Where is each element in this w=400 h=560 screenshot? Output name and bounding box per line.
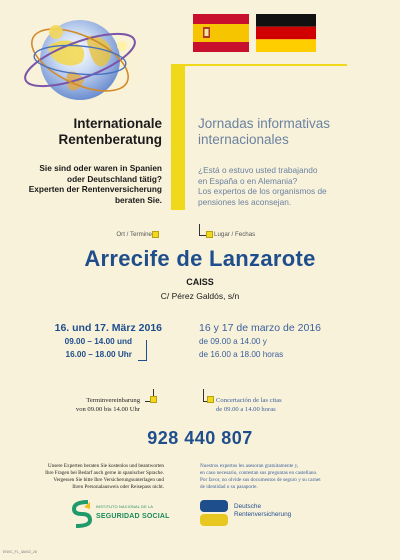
footer-code: ENVC_FL_4AV02_26 [3,550,37,554]
note-spanish [200,463,380,491]
appointment-de-line: Terminvereinbarung [86,397,140,404]
note-de-line: Ihren Personalausweis oder Reisepass nicht. [72,484,164,490]
intro-es-line: pensiones les aconsejan. [198,196,292,207]
time-german-2: 16.00 – 18.00 Uhr [65,350,132,359]
title-de-line: Internationale [73,116,162,131]
appointment-spanish [216,397,336,414]
marker-square [152,231,159,238]
note-es-line: en caso necesario, contestan sus preguntas en castellano. [200,470,318,476]
note-de-line: Ihre Fragen bei Bedarf auch gerne in spanischer Sprache. [45,470,164,476]
marker-square [150,396,157,403]
appointment-es-line: Concertación de las citas [216,397,282,404]
venue-name: CAISS [186,277,214,287]
appointment-es-line: de 09.00 a 14.00 horas [216,405,276,413]
title-es-line: Jornadas informativas [198,116,331,131]
title-es-line: internacionales [198,132,289,147]
intro-german [8,163,162,205]
title-spanish [198,116,398,148]
note-es-line: Nuestros expertos les asesoran gratuitamente y, [200,463,299,469]
globe-illustration [18,6,178,114]
appointment-de-line: von 09.00 bis 14.00 Uhr [75,405,140,413]
title-de-line: Rentenberatung [58,132,162,147]
intro-es-line: en España o en Alemania? [198,175,298,186]
note-es-line: Por favor, no olvide sus documentos de seguro y su carnet [200,477,321,483]
phone-number[interactable]: 928 440 807 [147,428,253,448]
intro-de-line: beraten Sie. [114,194,162,205]
yellow-accent-line [171,64,347,66]
time-german-1: 09.00 – 14.00 und [64,337,132,346]
location-title: Arrecife de Lanzarote [84,246,316,271]
germany-flag [256,14,316,52]
spain-flag [193,14,249,52]
label-ort-termine: Ort / Termine [116,231,152,238]
marker-square [206,231,213,238]
venue-address: C/ Pérez Galdós, s/n [160,291,240,301]
intro-es-line: ¿Está o estuvo usted trabajando [198,165,318,175]
note-de-line: Unsere Experten beraten Sie kostenlos und beantworten [47,463,164,469]
seguridad-social-logo-small: INSTITUTO NACIONAL DE LA [96,505,154,509]
yellow-accent-bar [171,64,185,210]
time-spanish-2: de 16.00 a 18.00 horas [199,350,284,359]
note-es-line: de identidad o su pasaporte. [200,484,258,490]
drv-logo-text: Rentenversicherung [234,511,292,518]
drv-logo-icon [200,500,228,526]
intro-de-line: Experten der Rentenversicherung [28,184,162,194]
date-spanish: 16 y 17 de marzo de 2016 [199,322,322,334]
title-german [8,116,162,148]
drv-logo-text: Deutsche [234,503,261,510]
seguridad-social-logo-icon [70,500,94,528]
intro-de-line: Sie sind oder waren in Spanien [39,163,162,173]
marker-square [207,396,214,403]
intro-es-line: Los expertos de los organismos de [198,186,327,196]
time-spanish-1: de 09.00 a 14.00 y [199,337,267,346]
appointment-german [20,397,140,414]
note-german [14,463,164,491]
bracket-line [138,340,147,361]
seguridad-social-logo-text: SEGURIDAD SOCIAL [96,513,170,520]
date-german: 16. und 17. März 2016 [54,322,162,334]
label-lugar-fechas: Lugar / Fechas [214,231,256,238]
intro-de-line: oder Deutschland tätig? [67,173,162,184]
intro-spanish [198,165,394,207]
note-de-line: Vergessen Sie bitte Ihre Versicherungsunterlagen und [53,477,164,483]
